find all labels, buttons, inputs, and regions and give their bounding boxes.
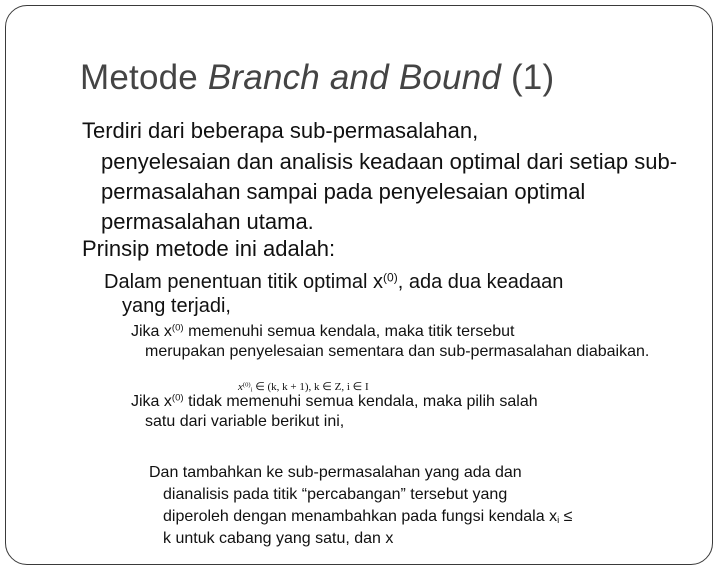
formula-variable: x (238, 381, 243, 393)
bullet-item-1 (82, 116, 682, 237)
deep-item-line3-text: diperoleh dengan menambahkan pada fungsi kendala x (163, 508, 558, 525)
sub-item-rest: yang terjadi, (122, 295, 231, 317)
deep-item-line3-subscript: i (557, 514, 560, 526)
deep-item-line2: dianalisis pada titik “percabangan” tersebut yang (163, 486, 508, 503)
case-1-text: Jika x (131, 323, 172, 340)
deep-item-line3 (149, 506, 689, 528)
case-2-text-post: tidak memenuhi semua kendala, maka pilih salah (183, 393, 538, 410)
bullet-1-line1: Terdiri dari beberapa sub-permasalahan, (82, 118, 479, 143)
bullet-item-2 (82, 234, 682, 265)
case-item-1 (131, 322, 691, 362)
case-2-superscript: (0) (171, 392, 184, 404)
title-italic: Branch and Bound (207, 58, 502, 97)
deep-bullet-item (149, 462, 689, 550)
sub-item-superscript: (0) (383, 270, 398, 285)
formula-text: ∈ (k, k + 1), k ∈ Z, i ∈ I (252, 381, 369, 393)
bullet-1-rest: penyelesaian dan analisis keadaan optimal dari setiap sub-permasalahan sampai pada penyelesaian optimal permasalahan utama. (101, 149, 678, 234)
sub-bullet-item (104, 270, 694, 318)
deep-item-line3-post: ≤ (559, 508, 573, 525)
case-1-rest: merupakan penyelesaian sementara dan sub-permasalahan diabaikan. (145, 343, 650, 360)
case-2-rest: satu dari variable berikut ini, (145, 413, 345, 430)
sub-item-text-post: , ada dua keadaan (397, 271, 564, 293)
sub-item-text: Dalam penentuan titik optimal x (104, 271, 384, 293)
deep-item-line1: Dan tambahkan ke sub-permasalahan yang ada dan (149, 464, 522, 481)
formula-subscript: i (250, 386, 253, 394)
case-item-2 (131, 392, 691, 432)
title-prefix: Metode (80, 58, 208, 97)
case-1-superscript: (0) (171, 322, 184, 334)
bullet-2-text: Prinsip metode ini adalah: (82, 236, 336, 261)
deep-item-line4: k untuk cabang yang satu, dan x (163, 530, 394, 547)
title-suffix: (1) (501, 58, 555, 97)
case-1-text-post: memenuhi semua kendala, maka titik tersebut (183, 323, 515, 340)
case-2-text: Jika x (131, 393, 172, 410)
formula-superscript: (0) (242, 381, 251, 389)
